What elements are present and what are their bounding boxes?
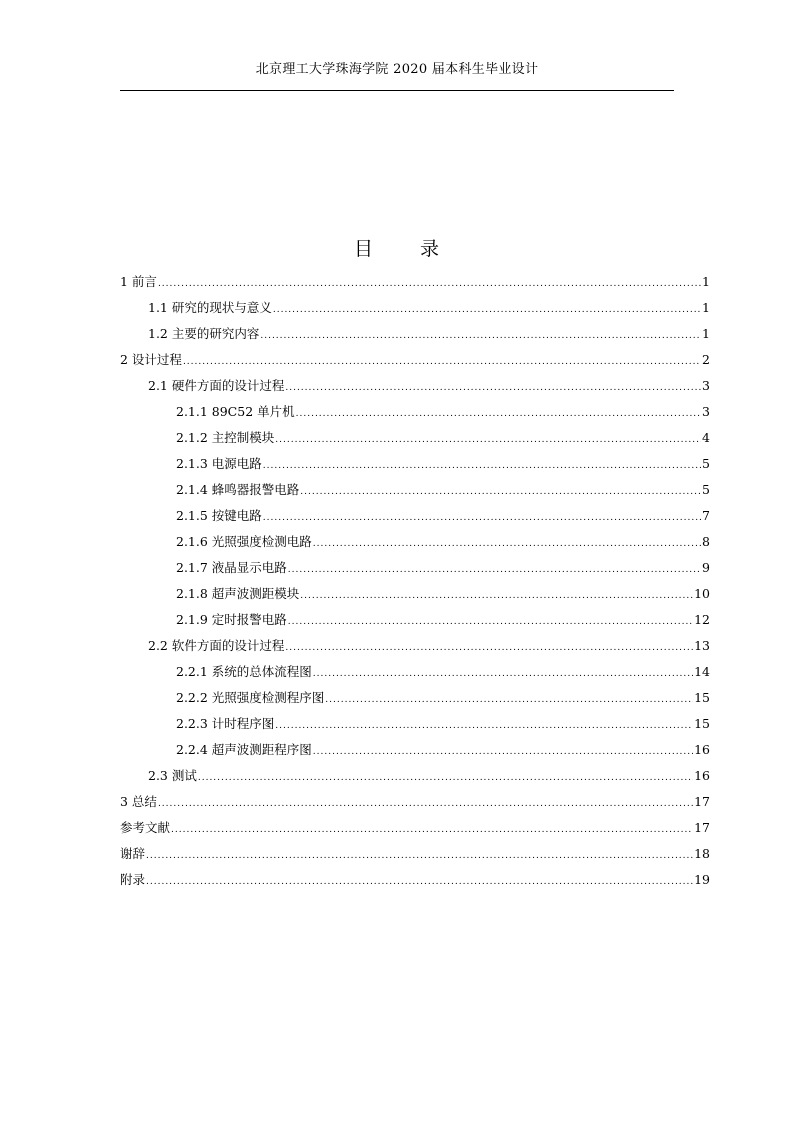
toc-entry-page: 12 [694,612,710,627]
dot-leader [313,747,693,757]
toc-entry[interactable] [120,740,710,766]
toc-entry-page: 16 [694,742,710,757]
dot-leader [313,669,693,679]
dot-leader [288,565,701,575]
toc-entry-label: 2.1.9 定时报警电路 [176,612,287,627]
toc-entry-page: 9 [702,560,710,575]
dot-leader [146,851,693,861]
toc-entry[interactable] [120,376,710,402]
toc-entry[interactable] [120,480,710,506]
toc-entry-page: 19 [694,872,710,887]
toc-entry-label: 2.1.7 液晶显示电路 [176,560,287,575]
dot-leader [296,409,701,419]
toc-entry-page: 3 [702,378,710,393]
toc-entry[interactable] [120,792,710,818]
toc-entry-label: 2.1.6 光照强度检测电路 [176,534,312,549]
table-of-contents [120,272,710,896]
dot-leader [285,383,701,393]
toc-entry-page: 17 [694,794,710,809]
toc-entry[interactable] [120,532,710,558]
toc-entry-page: 8 [702,534,710,549]
dot-leader [325,695,693,705]
page-header: 北京理工大学珠海学院 2020 届本科生毕业设计 [255,62,539,77]
dot-leader [146,877,693,887]
toc-entry[interactable] [120,844,710,870]
dot-leader [158,799,693,809]
toc-entry[interactable] [120,662,710,688]
toc-entry-page: 1 [702,326,710,341]
dot-leader [263,513,701,523]
toc-entry-page: 1 [702,300,710,315]
toc-entry[interactable] [120,454,710,480]
toc-entry-label: 2.1.5 按键电路 [176,508,262,523]
toc-entry[interactable] [120,272,710,298]
dot-leader [183,357,701,367]
toc-entry[interactable] [120,636,710,662]
dot-leader [158,279,701,289]
dot-leader [300,591,693,601]
toc-entry-page: 2 [702,352,710,367]
dot-leader [273,305,701,315]
toc-entry-page: 7 [702,508,710,523]
toc-entry-page: 10 [694,586,710,601]
toc-entry-label: 2.1.4 蜂鸣器报警电路 [176,482,300,497]
dot-leader [275,435,701,445]
toc-entry-page: 16 [694,768,710,783]
toc-entry[interactable] [120,818,710,844]
toc-entry-label: 2.2 软件方面的设计过程 [148,638,285,653]
toc-entry-label: 2.2.4 超声波测距程序图 [176,742,312,757]
toc-entry[interactable] [120,870,710,896]
toc-entry[interactable] [120,688,710,714]
toc-entry[interactable] [120,428,710,454]
toc-entry-label: 1 前言 [120,274,157,289]
dot-leader [288,617,693,627]
toc-entry-label: 参考文献 [120,820,171,835]
toc-entry-label: 2.1 硬件方面的设计过程 [148,378,285,393]
toc-entry[interactable] [120,558,710,584]
toc-entry-label: 2.2.1 系统的总体流程图 [176,664,312,679]
toc-entry-page: 4 [702,430,710,445]
toc-entry[interactable] [120,766,710,792]
toc-entry-page: 13 [694,638,710,653]
toc-entry[interactable] [120,714,710,740]
toc-entry-page: 5 [702,456,710,471]
toc-entry[interactable] [120,584,710,610]
toc-entry-label: 2.2.3 计时程序图 [176,716,275,731]
toc-entry-label: 1.1 研究的现状与意义 [148,300,272,315]
dot-leader [260,331,701,341]
toc-entry[interactable] [120,506,710,532]
toc-entry-page: 5 [702,482,710,497]
header-divider [120,90,674,91]
toc-entry-label: 1.2 主要的研究内容 [148,326,260,341]
dot-leader [198,773,693,783]
toc-entry-label: 2.2.2 光照强度检测程序图 [176,690,325,705]
toc-entry-page: 18 [694,846,710,861]
toc-title: 目 录 [353,238,453,260]
dot-leader [171,825,693,835]
toc-entry-label: 谢辞 [120,846,146,861]
toc-entry-label: 2.1.8 超声波测距模块 [176,586,300,601]
toc-entry-page: 1 [702,274,710,289]
toc-entry-label: 2.1.2 主控制模块 [176,430,275,445]
toc-entry-page: 14 [694,664,710,679]
dot-leader [275,721,693,731]
toc-entry-page: 15 [694,716,710,731]
toc-entry-label: 2.1.3 电源电路 [176,456,262,471]
toc-entry[interactable] [120,402,710,428]
toc-entry-label: 3 总结 [120,794,157,809]
toc-entry-label: 2.3 测试 [148,768,197,783]
toc-entry[interactable] [120,350,710,376]
toc-entry-label: 附录 [120,872,146,887]
toc-entry-label: 2.1.1 89C52 单片机 [176,404,295,419]
dot-leader [300,487,701,497]
dot-leader [263,461,701,471]
toc-entry-page: 17 [694,820,710,835]
toc-entry[interactable] [120,610,710,636]
toc-entry[interactable] [120,324,710,350]
toc-entry-page: 3 [702,404,710,419]
toc-entry-page: 15 [694,690,710,705]
dot-leader [313,539,701,549]
dot-leader [285,643,693,653]
toc-entry[interactable] [120,298,710,324]
toc-entry-label: 2 设计过程 [120,352,182,367]
